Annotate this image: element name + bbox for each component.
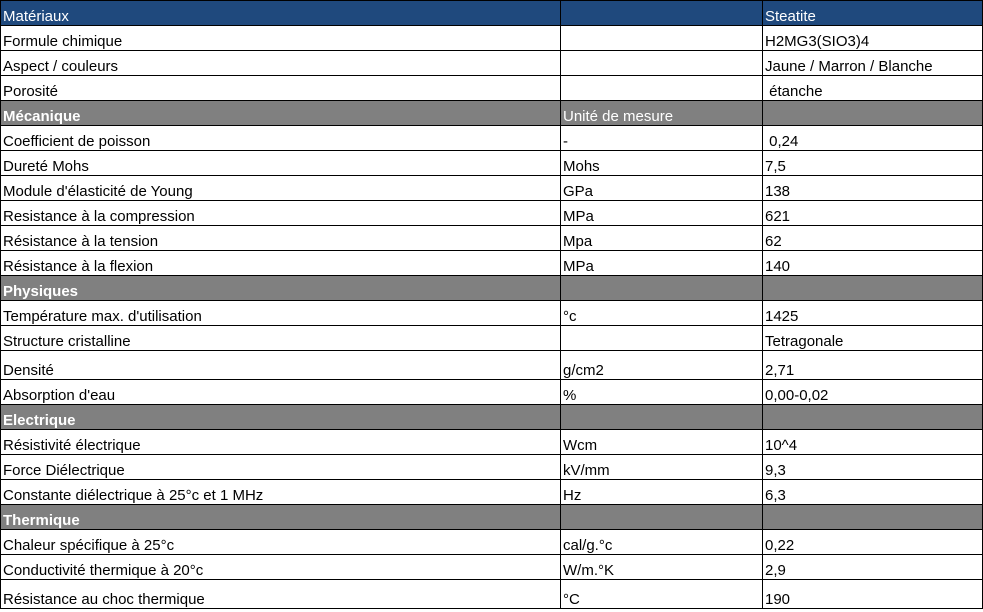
label-cell: Absorption d'eau [1,380,561,405]
value-cell: 140 [763,251,983,276]
value-cell: 2,71 [763,351,983,380]
unit-cell: cal/g.°c [561,530,763,555]
unit-cell: °C [561,580,763,609]
value-cell: 138 [763,176,983,201]
value-cell: 621 [763,201,983,226]
value-cell: 10^4 [763,430,983,455]
value-cell: 1425 [763,301,983,326]
section-unit-cell [561,276,763,301]
table-row [1,51,983,76]
header-unit-cell [561,1,763,26]
label-cell: Résistance au choc thermique [1,580,561,609]
table-row [1,351,983,380]
table-row [1,176,983,201]
section-header-row [1,101,983,126]
unit-cell: Mohs [561,151,763,176]
unit-cell: g/cm2 [561,351,763,380]
unit-cell: kV/mm [561,455,763,480]
value-cell: Tetragonale [763,326,983,351]
section-unit-cell [561,505,763,530]
table-row [1,151,983,176]
section-label-cell: Physiques [1,276,561,301]
value-cell: 62 [763,226,983,251]
table-row [1,201,983,226]
unit-cell [561,26,763,51]
unit-cell: - [561,126,763,151]
label-cell: Coefficient de poisson [1,126,561,151]
unit-cell: MPa [561,251,763,276]
value-cell: 6,3 [763,480,983,505]
label-cell: Dureté Mohs [1,151,561,176]
table-row [1,226,983,251]
table-row [1,251,983,276]
value-cell: 0,24 [763,126,983,151]
unit-cell: MPa [561,201,763,226]
label-cell: Résistivité électrique [1,430,561,455]
value-cell: Jaune / Marron / Blanche [763,51,983,76]
label-cell: Conductivité thermique à 20°c [1,555,561,580]
value-cell: 2,9 [763,555,983,580]
unit-cell: °c [561,301,763,326]
section-label-cell: Mécanique [1,101,561,126]
label-cell: Porosité [1,76,561,101]
label-cell: Chaleur spécifique à 25°c [1,530,561,555]
table-header-row [1,1,983,26]
value-cell: 0,00-0,02 [763,380,983,405]
value-cell: 9,3 [763,455,983,480]
table-row [1,126,983,151]
label-cell: Aspect / couleurs [1,51,561,76]
unit-cell [561,76,763,101]
unit-cell [561,51,763,76]
label-cell: Résistance à la flexion [1,251,561,276]
section-label-cell: Thermique [1,505,561,530]
section-unit-cell: Unité de mesure [561,101,763,126]
unit-cell: Mpa [561,226,763,251]
section-value-cell [763,101,983,126]
label-cell: Constante diélectrique à 25°c et 1 MHz [1,480,561,505]
label-cell: Résistance à la tension [1,226,561,251]
unit-cell: Wcm [561,430,763,455]
table-row [1,430,983,455]
value-cell: H2MG3(SIO3)4 [763,26,983,51]
unit-cell: % [561,380,763,405]
table-row [1,530,983,555]
table-row [1,455,983,480]
section-header-row [1,505,983,530]
label-cell: Température max. d'utilisation [1,301,561,326]
section-value-cell [763,505,983,530]
label-cell: Formule chimique [1,26,561,51]
properties-table-body [1,1,983,609]
table-row [1,480,983,505]
header-material-cell: Matériaux [1,1,561,26]
unit-cell: Hz [561,480,763,505]
section-header-row [1,405,983,430]
table-row [1,76,983,101]
value-cell: étanche [763,76,983,101]
label-cell: Resistance à la compression [1,201,561,226]
table-row [1,326,983,351]
section-value-cell [763,405,983,430]
value-cell: 7,5 [763,151,983,176]
label-cell: Force Diélectrique [1,455,561,480]
section-header-row [1,276,983,301]
table-row [1,380,983,405]
value-cell: 190 [763,580,983,609]
section-unit-cell [561,405,763,430]
table-row [1,301,983,326]
value-cell: 0,22 [763,530,983,555]
unit-cell [561,326,763,351]
table-row [1,580,983,609]
label-cell: Structure cristalline [1,326,561,351]
table-row [1,555,983,580]
unit-cell: GPa [561,176,763,201]
table-row [1,26,983,51]
label-cell: Module d'élasticité de Young [1,176,561,201]
unit-cell: W/m.°K [561,555,763,580]
header-value-cell: Steatite [763,1,983,26]
section-label-cell: Electrique [1,405,561,430]
section-value-cell [763,276,983,301]
label-cell: Densité [1,351,561,380]
